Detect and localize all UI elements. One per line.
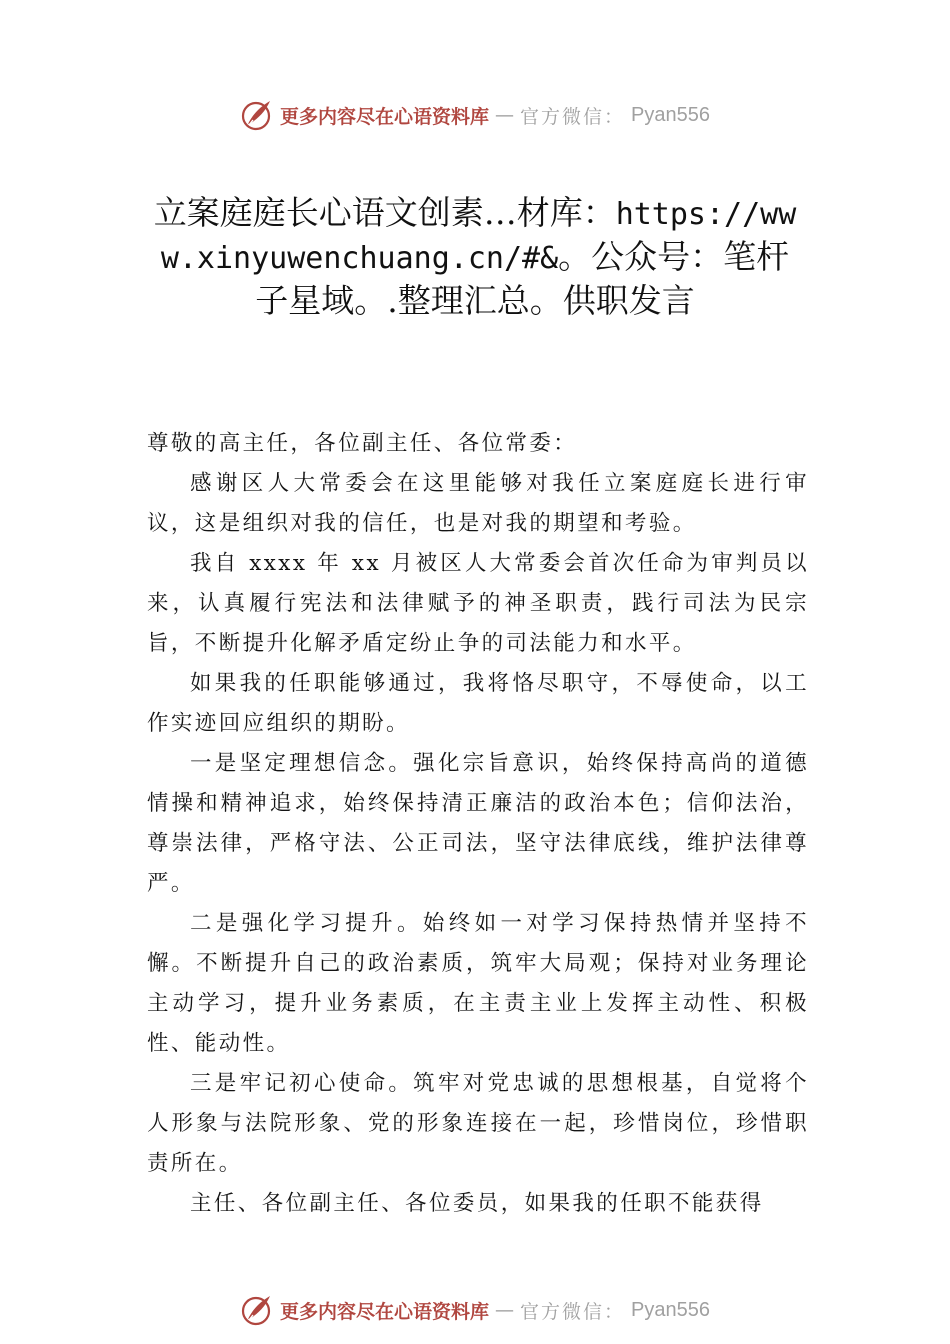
paragraph: 三是牢记初心使命。筑牢对党忠诚的思想根基，自觉将个人形象与法院形象、党的形象连接在一起，珍惜岗位，珍惜职责所在。: [147, 1071, 809, 1176]
banner-slogan: 更多内容尽在心语资料库: [280, 105, 490, 128]
quill-pen-logo-icon: [240, 98, 274, 132]
paragraph: 二是强化学习提升。始终如一对学习保持热情并坚持不懈。不断提升自己的政治素质，筑牢大局观；保持对业务理论主动学习，提升业务素质，在主责主业上发挥主动性、积极性、能动性。: [147, 911, 809, 1056]
salutation: 尊敬的高主任，各位副主任、各位常委：: [147, 431, 578, 456]
banner-dash: —: [495, 1299, 515, 1321]
banner-wechat-label: 官方微信：: [520, 1300, 626, 1323]
banner-dash: —: [495, 104, 515, 126]
header-banner: [0, 93, 950, 137]
document-body: [147, 424, 809, 1224]
document-title: [150, 192, 800, 322]
paragraph: 主任、各位副主任、各位委员，如果我的任职不能获得: [190, 1191, 764, 1216]
banner-wechat-id: Pyan556: [631, 103, 710, 126]
quill-pen-logo-icon: [240, 1293, 274, 1327]
footer-banner: [0, 1288, 950, 1332]
paragraph: 我自 xxxx 年 xx 月被区人大常委会首次任命为审判员以来，认真履行宪法和法律赋予的神圣职责，践行司法为民宗旨，不断提升化解矛盾定纷止争的司法能力和水平。: [147, 551, 809, 656]
title-url: https://www.xinyuwenchuang.cn/#&: [160, 197, 797, 276]
title-line-a: 立案庭庭长心语文创素…材库：: [153, 193, 616, 232]
paragraph: 感谢区人大常委会在这里能够对我任立案庭庭长进行审议，这是组织对我的信任，也是对我的期望和考验。: [147, 471, 809, 536]
banner-wechat-id: Pyan556: [631, 1298, 710, 1321]
paragraph: 一是坚定理想信念。强化宗旨意识，始终保持高尚的道德情操和精神追求，始终保持清正廉洁的政治本色；信仰法治，尊崇法律，严格守法、公正司法，坚守法律底线，维护法律尊严。: [147, 751, 809, 896]
paragraph: 如果我的任职能够通过，我将恪尽职守，不辱使命，以工作实迹回应组织的期盼。: [147, 671, 809, 736]
title-line-b: 。公众号：笔杆子星域。.整理汇总。供职发言: [255, 237, 790, 320]
banner-slogan: 更多内容尽在心语资料库: [280, 1300, 490, 1323]
banner-wechat-label: 官方微信：: [520, 105, 626, 128]
